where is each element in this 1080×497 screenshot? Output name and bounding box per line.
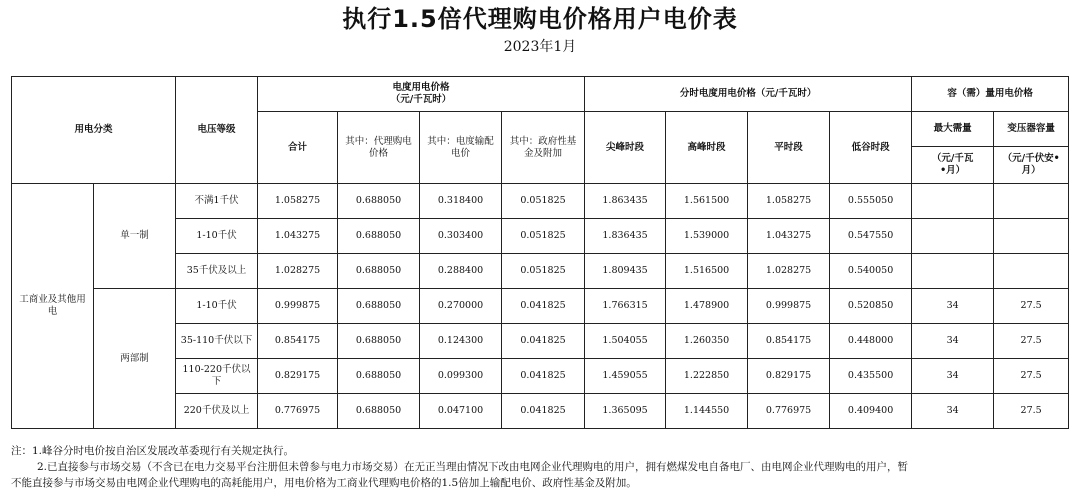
header-peak-sharp: 尖峰时段 xyxy=(585,112,666,184)
agency-cell: 0.688050 xyxy=(338,359,420,394)
header-capacity-group: 容（需）量用电价格 xyxy=(912,77,1069,112)
valley-cell: 0.409400 xyxy=(830,394,912,429)
valley-cell: 0.540050 xyxy=(830,254,912,289)
header-max-demand-unit-line1: （元/千瓦 xyxy=(931,153,974,164)
tariff-table xyxy=(11,76,1069,429)
flat-cell: 1.043275 xyxy=(748,219,830,254)
header-transformer: 变压器容量 xyxy=(994,112,1069,147)
demand-cell xyxy=(912,184,994,219)
category-name-line2: 电 xyxy=(47,306,58,317)
agency-cell: 0.688050 xyxy=(338,219,420,254)
valley-cell: 0.547550 xyxy=(830,219,912,254)
header-valley: 低谷时段 xyxy=(830,112,912,184)
transformer-cell xyxy=(994,219,1069,254)
transformer-cell: 27.5 xyxy=(994,289,1069,324)
fund-cell: 0.041825 xyxy=(502,359,585,394)
voltage-cell: 不满1千伏 xyxy=(176,184,258,219)
footnote-1: 注：1.峰谷分时电价按自治区发展改革委现行有关规定执行。 xyxy=(11,445,295,457)
sharp-cell: 1.766315 xyxy=(585,289,666,324)
valley-cell: 0.435500 xyxy=(830,359,912,394)
fund-cell: 0.041825 xyxy=(502,289,585,324)
flat-cell: 0.854175 xyxy=(748,324,830,359)
transformer-cell xyxy=(994,254,1069,289)
transformer-cell: 27.5 xyxy=(994,394,1069,429)
footnote-2: 2.已直接参与市场交易（不含已在电力交易平台注册但未曾参与电力市场交易）在无正当理由情况下改由电网企业代理购电的用户，拥有燃煤发电自备电厂、由电网企业代理购电的用户，暂 xyxy=(37,461,909,473)
header-agency-line1: 其中：代理购电 xyxy=(345,135,412,147)
header-degree-group-line1: 电度用电价格 xyxy=(392,82,450,93)
header-transmission-line2: 电价 xyxy=(451,147,471,159)
agency-cell: 0.688050 xyxy=(338,324,420,359)
header-degree-group xyxy=(258,77,585,112)
transmission-cell: 0.303400 xyxy=(420,219,502,254)
valley-cell: 0.448000 xyxy=(830,324,912,359)
valley-cell: 0.520850 xyxy=(830,289,912,324)
header-flat: 平时段 xyxy=(748,112,830,184)
agency-cell: 0.688050 xyxy=(338,254,420,289)
header-max-demand-unit xyxy=(912,147,994,184)
category-name-cell xyxy=(12,184,94,429)
header-total: 合计 xyxy=(258,112,338,184)
transformer-cell: 27.5 xyxy=(994,359,1069,394)
transformer-cell: 27.5 xyxy=(994,324,1069,359)
header-transformer-unit-line2: 月） xyxy=(1021,165,1041,176)
sharp-cell: 1.863435 xyxy=(585,184,666,219)
peak-cell: 1.516500 xyxy=(666,254,748,289)
transmission-cell: 0.124300 xyxy=(420,324,502,359)
flat-cell: 1.028275 xyxy=(748,254,830,289)
total-cell: 0.999875 xyxy=(258,289,338,324)
header-transformer-unit-line1: （元/千伏安• xyxy=(1002,153,1060,164)
transmission-cell: 0.288400 xyxy=(420,254,502,289)
header-tou-group: 分时电度用电价格（元/千瓦时） xyxy=(585,77,912,112)
table-row xyxy=(12,289,1069,324)
peak-cell: 1.222850 xyxy=(666,359,748,394)
transmission-cell: 0.047100 xyxy=(420,394,502,429)
voltage-cell: 1-10千伏 xyxy=(176,289,258,324)
voltage-cell: 110-220千伏以下 xyxy=(176,359,258,394)
header-fund-line1: 其中：政府性基 xyxy=(509,135,577,147)
sharp-cell: 1.504055 xyxy=(585,324,666,359)
header-max-demand-unit-line2: •月） xyxy=(940,165,966,176)
sharp-cell: 1.459055 xyxy=(585,359,666,394)
demand-cell xyxy=(912,254,994,289)
header-fund-line2: 金及附加 xyxy=(524,147,563,159)
peak-cell: 1.144550 xyxy=(666,394,748,429)
category-name-line1: 工商业及其他用 xyxy=(19,294,86,305)
fund-cell: 0.051825 xyxy=(502,254,585,289)
footnotes xyxy=(11,443,1073,491)
header-voltage: 电压等级 xyxy=(176,77,258,184)
total-cell: 1.058275 xyxy=(258,184,338,219)
voltage-cell: 35-110千伏以下 xyxy=(176,324,258,359)
header-category: 用电分类 xyxy=(12,77,176,184)
fund-cell: 0.041825 xyxy=(502,394,585,429)
voltage-cell: 220千伏及以上 xyxy=(176,394,258,429)
voltage-cell: 35千伏及以上 xyxy=(176,254,258,289)
total-cell: 0.776975 xyxy=(258,394,338,429)
header-agency xyxy=(338,112,420,184)
transmission-cell: 0.270000 xyxy=(420,289,502,324)
sharp-cell: 1.809435 xyxy=(585,254,666,289)
group-name-cell: 单一制 xyxy=(94,184,176,289)
peak-cell: 1.478900 xyxy=(666,289,748,324)
agency-cell: 0.688050 xyxy=(338,184,420,219)
valley-cell: 0.555050 xyxy=(830,184,912,219)
total-cell: 1.028275 xyxy=(258,254,338,289)
page-title: 执行1.5倍代理购电价格用户电价表 xyxy=(342,5,738,33)
total-cell: 1.043275 xyxy=(258,219,338,254)
total-cell: 0.829175 xyxy=(258,359,338,394)
transmission-cell: 0.318400 xyxy=(420,184,502,219)
footnote-2-continued: 不能直接参与市场交易由电网企业代理购电的高耗能用户，用电价格为工商业代理购电价格的1.5倍加上输配电价、政府性基金及附加。 xyxy=(11,477,637,489)
demand-cell xyxy=(912,219,994,254)
header-degree-group-line2: （元/千瓦时） xyxy=(390,94,452,105)
sharp-cell: 1.365095 xyxy=(585,394,666,429)
agency-cell: 0.688050 xyxy=(338,289,420,324)
flat-cell: 0.829175 xyxy=(748,359,830,394)
fund-cell: 0.041825 xyxy=(502,324,585,359)
agency-cell: 0.688050 xyxy=(338,394,420,429)
flat-cell: 0.776975 xyxy=(748,394,830,429)
header-fund xyxy=(502,112,585,184)
flat-cell: 1.058275 xyxy=(748,184,830,219)
peak-cell: 1.539000 xyxy=(666,219,748,254)
demand-cell: 34 xyxy=(912,324,994,359)
table-row xyxy=(12,184,1069,219)
demand-cell: 34 xyxy=(912,359,994,394)
header-peak: 高峰时段 xyxy=(666,112,748,184)
group-name-cell: 两部制 xyxy=(94,289,176,429)
page-subtitle: 2023年1月 xyxy=(503,39,577,55)
transformer-cell xyxy=(994,184,1069,219)
header-transformer-unit xyxy=(994,147,1069,184)
fund-cell: 0.051825 xyxy=(502,184,585,219)
demand-cell: 34 xyxy=(912,394,994,429)
total-cell: 0.854175 xyxy=(258,324,338,359)
sharp-cell: 1.836435 xyxy=(585,219,666,254)
header-agency-line2: 价格 xyxy=(369,147,389,159)
fund-cell: 0.051825 xyxy=(502,219,585,254)
header-transmission xyxy=(420,112,502,184)
header-transmission-line1: 其中：电度输配 xyxy=(427,135,494,147)
voltage-cell: 1-10千伏 xyxy=(176,219,258,254)
demand-cell: 34 xyxy=(912,289,994,324)
flat-cell: 0.999875 xyxy=(748,289,830,324)
transmission-cell: 0.099300 xyxy=(420,359,502,394)
header-max-demand: 最大需量 xyxy=(912,112,994,147)
peak-cell: 1.260350 xyxy=(666,324,748,359)
peak-cell: 1.561500 xyxy=(666,184,748,219)
